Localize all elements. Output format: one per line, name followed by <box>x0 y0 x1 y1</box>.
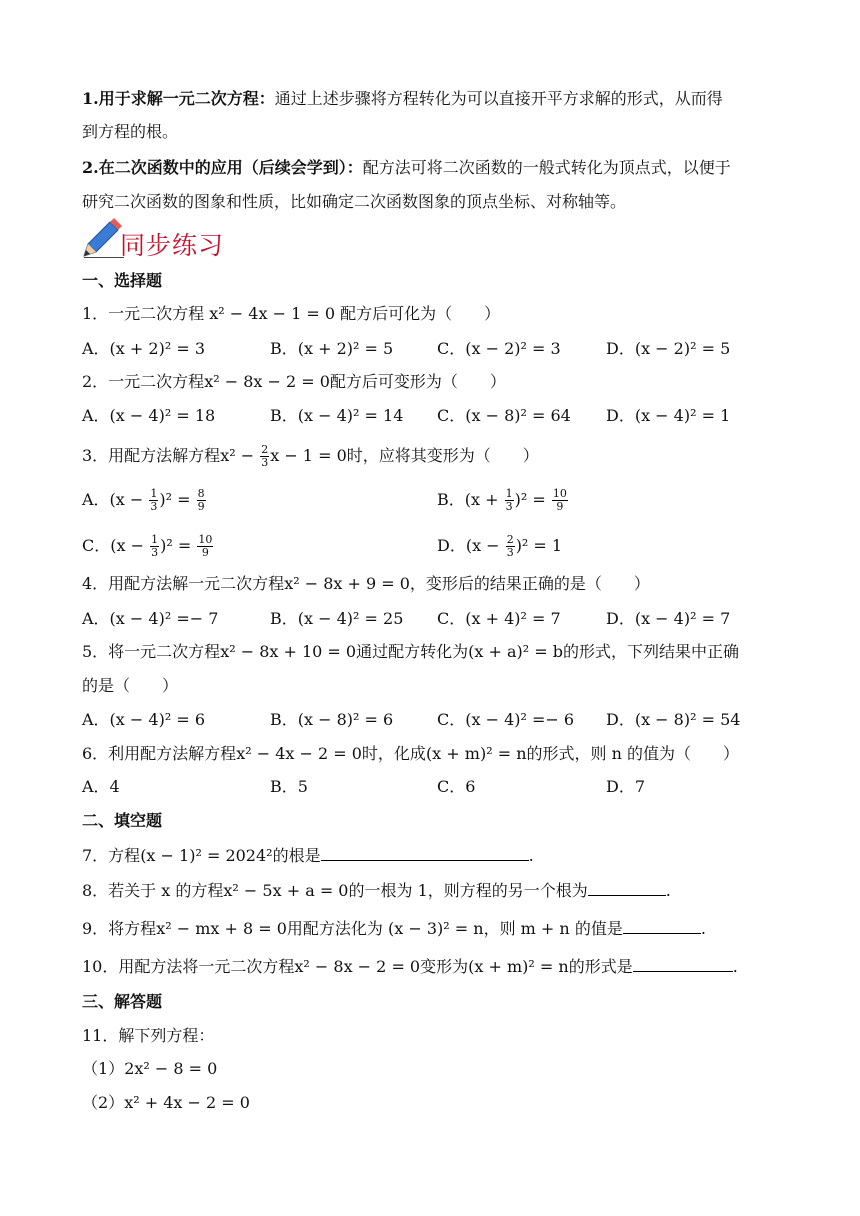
q3-b-rnum: 10 <box>552 487 567 500</box>
q5-form: (x + a)² = b <box>468 642 563 661</box>
q6-stem-mid: 时，化成 <box>361 744 426 763</box>
intro-paragraph-2 <box>82 157 731 179</box>
q4-option-c[interactable]: C．(x + 4)² = 7 <box>437 609 561 628</box>
q5-stem-cont: 的是（ ） <box>82 676 179 695</box>
q4-stem-pre: 4．用配方法解一元二次方程 <box>82 574 285 593</box>
q9 <box>82 917 706 940</box>
q2-option-d[interactable]: D．(x − 4)² = 1 <box>606 406 731 425</box>
q11-sub2 <box>82 1092 250 1114</box>
q6-form: (x + m)² = n <box>425 744 527 763</box>
q7-post: 的根是 <box>272 846 321 865</box>
q3-c-num: 1 <box>151 533 159 546</box>
q3-frac-den: 3 <box>261 456 269 469</box>
q3-b-pre: B．(x + <box>437 490 504 509</box>
q10-end: . <box>732 957 738 976</box>
q9-form: (x − 3)² = n <box>388 919 484 938</box>
q3-stem-post: 时，应将其变形为（ ） <box>346 446 539 465</box>
heading-underline <box>84 257 124 258</box>
q3-b-rfrac <box>552 488 568 513</box>
q3-option-a[interactable] <box>82 488 207 513</box>
q3-a-pre: A．(x − <box>82 490 149 509</box>
q5-stem-post: 的形式，下列结果中正确 <box>562 642 739 661</box>
q3-stem <box>82 444 539 469</box>
q3-b-mid: )² = <box>514 490 551 509</box>
intro-paragraph-1 <box>82 88 723 110</box>
q6-option-b[interactable]: B．5 <box>270 777 308 796</box>
q11-sub2-label: （2） <box>82 1093 125 1112</box>
q4-option-a[interactable]: A．(x − 4)² =− 7 <box>82 609 219 628</box>
q10-equation: x² − 8x − 2 = 0 <box>294 957 421 976</box>
q5-option-d[interactable]: D．(x − 8)² = 54 <box>606 710 741 729</box>
q3-stem-pre: 3．用配方法解方程 <box>82 446 221 465</box>
q3-a-rden: 9 <box>197 500 205 513</box>
q10-mid: 变形为 <box>420 957 469 976</box>
q3-b-num: 1 <box>505 487 513 500</box>
q2-option-b[interactable]: B．(x − 4)² = 14 <box>270 406 404 425</box>
q9-pre: 9．将方程 <box>82 919 157 938</box>
q7-equation: (x − 1)² = 2024² <box>140 846 273 865</box>
q8 <box>82 879 671 902</box>
q5-equation: x² − 8x + 10 = 0 <box>220 642 357 661</box>
q8-end: . <box>665 881 671 900</box>
q4-option-d[interactable]: D．(x − 4)² = 7 <box>606 609 731 628</box>
q7-answer-blank[interactable] <box>321 844 529 861</box>
q3-b-frac <box>505 488 514 513</box>
q3-c-den: 3 <box>151 546 159 559</box>
q3-a-rnum: 8 <box>197 487 205 500</box>
q4-option-b[interactable]: B．(x − 4)² = 25 <box>270 609 404 628</box>
q2-option-c[interactable]: C．(x − 8)² = 64 <box>437 406 571 425</box>
q3-a-den: 3 <box>150 500 158 513</box>
q3-d-pre: D．(x − <box>437 536 505 555</box>
q3-option-d[interactable] <box>437 534 562 559</box>
q3-eq-part2: x − 1 = 0 <box>270 446 347 465</box>
q2-stem-pre: 2．一元二次方程 <box>82 372 205 391</box>
q1-stem <box>82 303 500 325</box>
q3-a-mid: )² = <box>159 490 196 509</box>
q9-expr: m + n <box>520 919 570 938</box>
q4-equation: x² − 8x + 9 = 0 <box>284 574 410 593</box>
q6-stem-end: 的值为（ ） <box>627 744 740 763</box>
q10-post: 的形式是 <box>568 957 633 976</box>
intro-p1-text: 通过上述步骤将方程转化为可以直接开平方求解的形式，从而得 <box>274 89 723 108</box>
q1-option-a[interactable]: A．(x + 2)² = 3 <box>82 339 205 358</box>
q3-option-b[interactable] <box>437 488 569 513</box>
q2-equation: x² − 8x − 2 = 0 <box>204 372 330 391</box>
q3-d-frac <box>506 534 515 559</box>
q6-stem <box>82 743 739 765</box>
q7-end: . <box>528 846 534 865</box>
q1-option-c[interactable]: C．(x − 2)² = 3 <box>437 339 561 358</box>
q10-pre: 10．用配方法将一元二次方程 <box>82 957 295 976</box>
pencil-icon <box>80 218 122 260</box>
q9-equation: x² − mx + 8 = 0 <box>156 919 287 938</box>
part3-title: 三、解答题 <box>82 992 163 1011</box>
q3-a-rfrac <box>197 488 206 513</box>
q3-c-pre: C．(x − <box>82 536 150 555</box>
part1-title: 一、选择题 <box>82 271 163 290</box>
q6-stem-post: 的形式，则 <box>526 744 607 763</box>
q6-option-d[interactable]: D．7 <box>606 777 646 796</box>
q11-sub1 <box>82 1058 217 1080</box>
q11-sub2-equation: x² + 4x − 2 = 0 <box>124 1093 250 1112</box>
part2-title: 二、填空题 <box>82 811 163 830</box>
q11-sub1-equation: 2x² − 8 = 0 <box>124 1059 218 1078</box>
q3-c-rnum: 10 <box>198 533 213 546</box>
q3-option-c[interactable] <box>82 534 214 559</box>
q7-pre: 7．方程 <box>82 846 141 865</box>
q5-stem-mid: 通过配方转化为 <box>356 642 469 661</box>
q3-a-frac <box>149 488 158 513</box>
q1-option-b[interactable]: B．(x + 2)² = 5 <box>270 339 394 358</box>
q5-stem-pre: 5．将一元二次方程 <box>82 642 221 661</box>
intro-paragraph-1-cont: 到方程的根。 <box>82 122 179 141</box>
q10-answer-blank[interactable] <box>633 955 733 972</box>
q3-c-frac <box>150 534 159 559</box>
q1-stem-post: 配方后可化为（ ） <box>335 304 501 323</box>
q5-stem <box>82 641 739 663</box>
q7 <box>82 844 534 867</box>
q2-stem-post: 配方后可变形为（ ） <box>329 372 506 391</box>
q5-option-a[interactable]: A．(x − 4)² = 6 <box>82 710 205 729</box>
q1-option-d[interactable]: D．(x − 2)² = 5 <box>606 339 731 358</box>
q3-b-den: 3 <box>505 500 513 513</box>
q5-option-b[interactable]: B．(x − 8)² = 6 <box>270 710 394 729</box>
q3-fraction <box>260 444 269 469</box>
q4-stem-post: ，变形后的结果正确的是（ ） <box>409 574 650 593</box>
q9-mid2: ，则 <box>483 919 521 938</box>
q3-c-mid: )² = <box>160 536 197 555</box>
q6-stem-pre: 6．利用配方法解方程 <box>82 744 237 763</box>
q4-stem <box>82 573 650 595</box>
q6-n: n <box>606 744 627 763</box>
section-heading: 同步练习 <box>120 231 225 260</box>
q1-stem-pre: 1．一元二次方程 <box>82 304 210 323</box>
q6-equation: x² − 4x − 2 = 0 <box>236 744 362 763</box>
q9-post: 的值是 <box>569 919 623 938</box>
q10 <box>82 955 738 978</box>
q2-option-a[interactable]: A．(x − 4)² = 18 <box>82 406 216 425</box>
q10-form: (x + m)² = n <box>468 957 569 976</box>
q3-d-num: 2 <box>506 533 514 546</box>
q3-eq-part1: x² − <box>220 446 260 465</box>
intro-paragraph-2-cont: 研究二次函数的图象和性质，比如确定二次函数图象的顶点坐标、对称轴等。 <box>82 192 627 211</box>
q9-end: . <box>700 919 706 938</box>
q11-stem: 11．解下列方程： <box>82 1026 215 1045</box>
q3-d-den: 3 <box>506 546 514 559</box>
q3-d-mid: )² = 1 <box>515 536 563 555</box>
q6-option-a[interactable]: A．4 <box>82 777 120 796</box>
q8-pre: 8．若关于 x 的方程 <box>82 881 224 900</box>
q9-mid: 用配方法化为 <box>286 919 389 938</box>
q3-frac-num: 2 <box>261 443 269 456</box>
q1-equation: x² − 4x − 1 = 0 <box>209 304 336 323</box>
q5-option-c[interactable]: C．(x − 4)² =− 6 <box>437 710 575 729</box>
q9-answer-blank[interactable] <box>623 917 701 934</box>
q8-equation: x² − 5x + a = 0 <box>223 881 349 900</box>
q3-c-rfrac <box>197 534 213 559</box>
q3-c-rden: 9 <box>201 546 209 559</box>
q8-post: 的一根为 1，则方程的另一个根为 <box>348 881 588 900</box>
q8-answer-blank[interactable] <box>588 879 666 896</box>
q3-b-rden: 9 <box>556 500 564 513</box>
intro-p2-lead: 2.在二次函数中的应用（后续会学到）： <box>82 158 363 177</box>
intro-p1-lead: 1.用于求解一元二次方程： <box>82 89 275 108</box>
q6-option-c[interactable]: C．6 <box>437 777 476 796</box>
q2-stem <box>82 371 506 393</box>
intro-p2-text: 配方法可将二次函数的一般式转化为顶点式，以便于 <box>362 158 731 177</box>
q11-sub1-label: （1） <box>82 1059 125 1078</box>
q3-a-num: 1 <box>150 487 158 500</box>
